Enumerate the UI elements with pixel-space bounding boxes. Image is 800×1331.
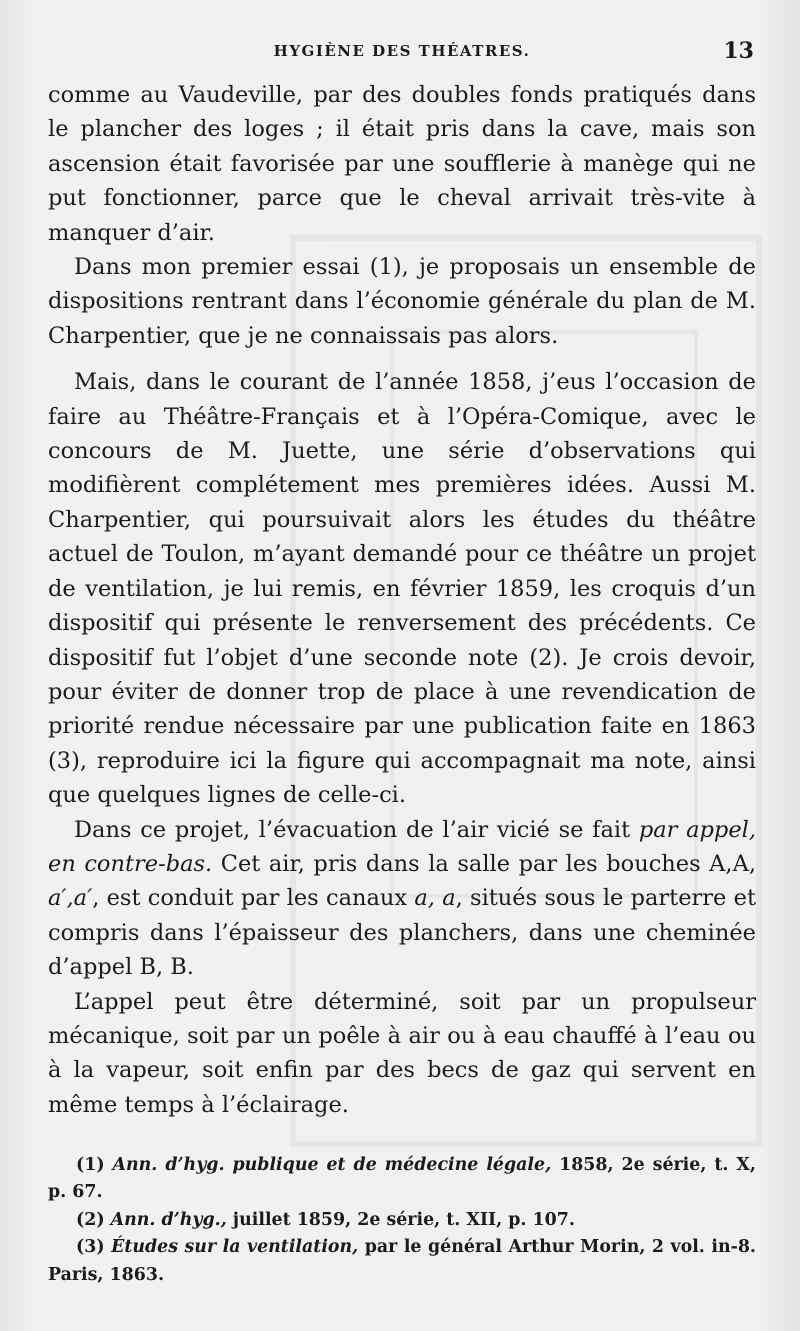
text-run: (2) xyxy=(76,1209,111,1230)
text-run: , situés sous le parterre et compris dans l’épaisseur des planchers, dans une cheminée d’appel B, B. xyxy=(48,885,756,981)
italic-text: Études sur la ventilation, xyxy=(111,1237,359,1258)
text-run: 1858, 2e série, t. X, p. 67. xyxy=(48,1155,756,1203)
italic-text: Ann. d’hyg., xyxy=(110,1209,227,1230)
italic-text: Ann. d’hyg. publique et de médecine légale, xyxy=(112,1155,552,1175)
italic-text: a, a xyxy=(414,885,456,912)
text-run: (1) xyxy=(76,1155,113,1175)
page-number: 13 xyxy=(723,38,754,64)
text-run: , est conduit par les canaux xyxy=(92,885,415,912)
text-run: comme au Vaudeville, par des doubles fonds pratiqués dans le plancher des loges ; il était pris dans la cave, mais son ascension était favorisée par une soufflerie à manège qui ne put fonctionner, parce que le cheval arrivait très-vite à manquer d’air. xyxy=(48,82,756,246)
footnote xyxy=(48,1152,756,1207)
paragraph xyxy=(48,250,756,353)
paragraph xyxy=(48,813,756,985)
body-text xyxy=(48,78,756,1122)
text-run: Mais, dans le courant de l’année 1858, j’eus l’occasion de faire au Théâtre-Français et à l’Opéra-Comique, avec le concours de M. Juette, une série d’observations qui modifièrent complétement mes premières idées. Aussi M. Charpentier, qui poursuivait alors les études du théâtre actuel de Toulon, m’ayant demandé pour ce théâtre un projet de ventilation, je lui remis, en février 1859, les croquis d’un dispositif qui présente le renversement des précédents. Ce dispositif fut l’objet d’une seconde note (2). Je crois devoir, pour éviter de donner trop de place à une revendication de priorité rendue nécessaire par une publication faite en 1863 (3), reproduire ici la figure qui accompagnait ma note, ainsi que quelques lignes de celle-ci. xyxy=(48,369,756,809)
page-header xyxy=(48,38,756,68)
text-run: Dans mon premier essai (1), je proposais un ensemble de dispositions rentrant dans l’économie générale du plan de M. Charpentier, que je ne connaissais pas alors. xyxy=(48,254,756,349)
text-run: Dans ce projet, l’évacuation de l’air vicié se fait xyxy=(74,816,639,843)
text-run: Cet air, pris dans la salle par les bouches A,A, xyxy=(212,850,756,877)
footnotes xyxy=(48,1152,756,1289)
footnote xyxy=(48,1207,756,1234)
text-run: L’appel peut être déterminé, soit par un propulseur mécanique, soit par un poêle à air ou à eau chauffé à l’eau ou à la vapeur, soit enfin par des becs de gaz qui servent en même temps à l’éclairage. xyxy=(48,988,756,1118)
text-run: par le général Arthur Morin, 2 vol. in-8. Paris, 1863. xyxy=(48,1237,756,1285)
italic-text: a′,a′ xyxy=(48,885,93,912)
footnote xyxy=(48,1234,756,1289)
text-run: juillet 1859, 2e série, t. XII, p. 107. xyxy=(226,1209,575,1230)
text-run: (3) xyxy=(76,1237,112,1258)
running-title: HYGIÈNE DES THÉATRES. xyxy=(273,42,531,60)
paragraph xyxy=(48,78,756,250)
italic-text: par appel, en contre-bas. xyxy=(48,816,756,877)
paragraph xyxy=(48,365,756,812)
paragraph xyxy=(48,985,756,1123)
